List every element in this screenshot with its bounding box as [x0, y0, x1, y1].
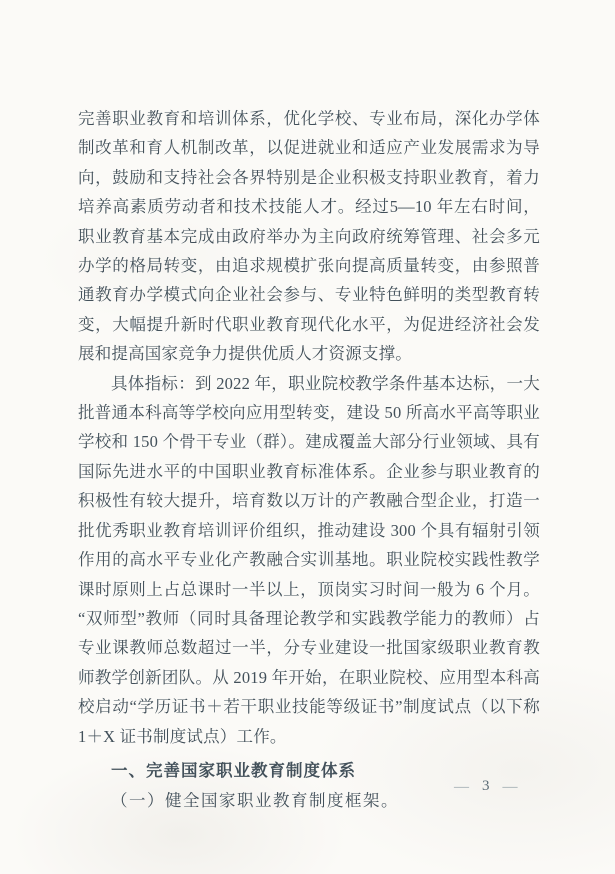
- body-paragraph-indicators: 具体指标：到 2022 年，职业院校教学条件基本达标，一大批普通本科高等学校向应用型转变，建设 50 所高水平高等职业学校和 150 个骨干专业（群）。建成覆盖大部分行业领域、具有国际先进水平的中国职业教育标准体系。企业参与职业教育的积极性有较大提升，培育数以万计的产教融合型企业，打造一批优秀职业教育培训评价组织，推动建设 300 个具有辐射引领作用的高水平专业化产教融合实训基地。职业院校实践性教学课时原则上占总课时一半以上，顶岗实习时间一般为 6 个月。“双师型”教师（同时具备理论教学和实践教学能力的教师）占专业课教师总数超过一半，分专业建设一批国家级职业教育教师教学创新团队。从 2019 年开始，在职业院校、应用型本科高校启动“学历证书＋若干职业技能等级证书”制度试点（以下称 1＋X 证书制度试点）工作。: [78, 373, 540, 746]
- page-number: [454, 779, 518, 796]
- page-number-dash-right: —: [502, 779, 518, 795]
- subsection-heading: （一）健全国家职业教育制度框架。: [111, 791, 399, 811]
- page-number-value: 3: [482, 778, 490, 794]
- section-heading: 一、完善国家职业教育制度体系: [111, 761, 356, 780]
- page-number-dash-left: —: [454, 779, 469, 795]
- body-paragraph-continued: 完善职业教育和培训体系，优化学校、专业布局，深化办学体制改革和育人机制改革，以促进就业和适应产业发展需求为导向，鼓励和支持社会各界特别是企业积极支持职业教育，着力培养高素质劳动者和技术技能人才。经过5—10 年左右时间，职业教育基本完成由政府举办为主向政府统筹管理、社会多元办学的格局转变，由追求规模扩张向提高质量转变，由参照普通教育办学模式向企业社会参与、专业特色鲜明的类型教育转变，大幅提升新时代职业教育现代化水平，为促进经济社会发展和提高国家竞争力提供优质人才资源支撑。: [78, 109, 540, 364]
- document-body: [78, 104, 540, 816]
